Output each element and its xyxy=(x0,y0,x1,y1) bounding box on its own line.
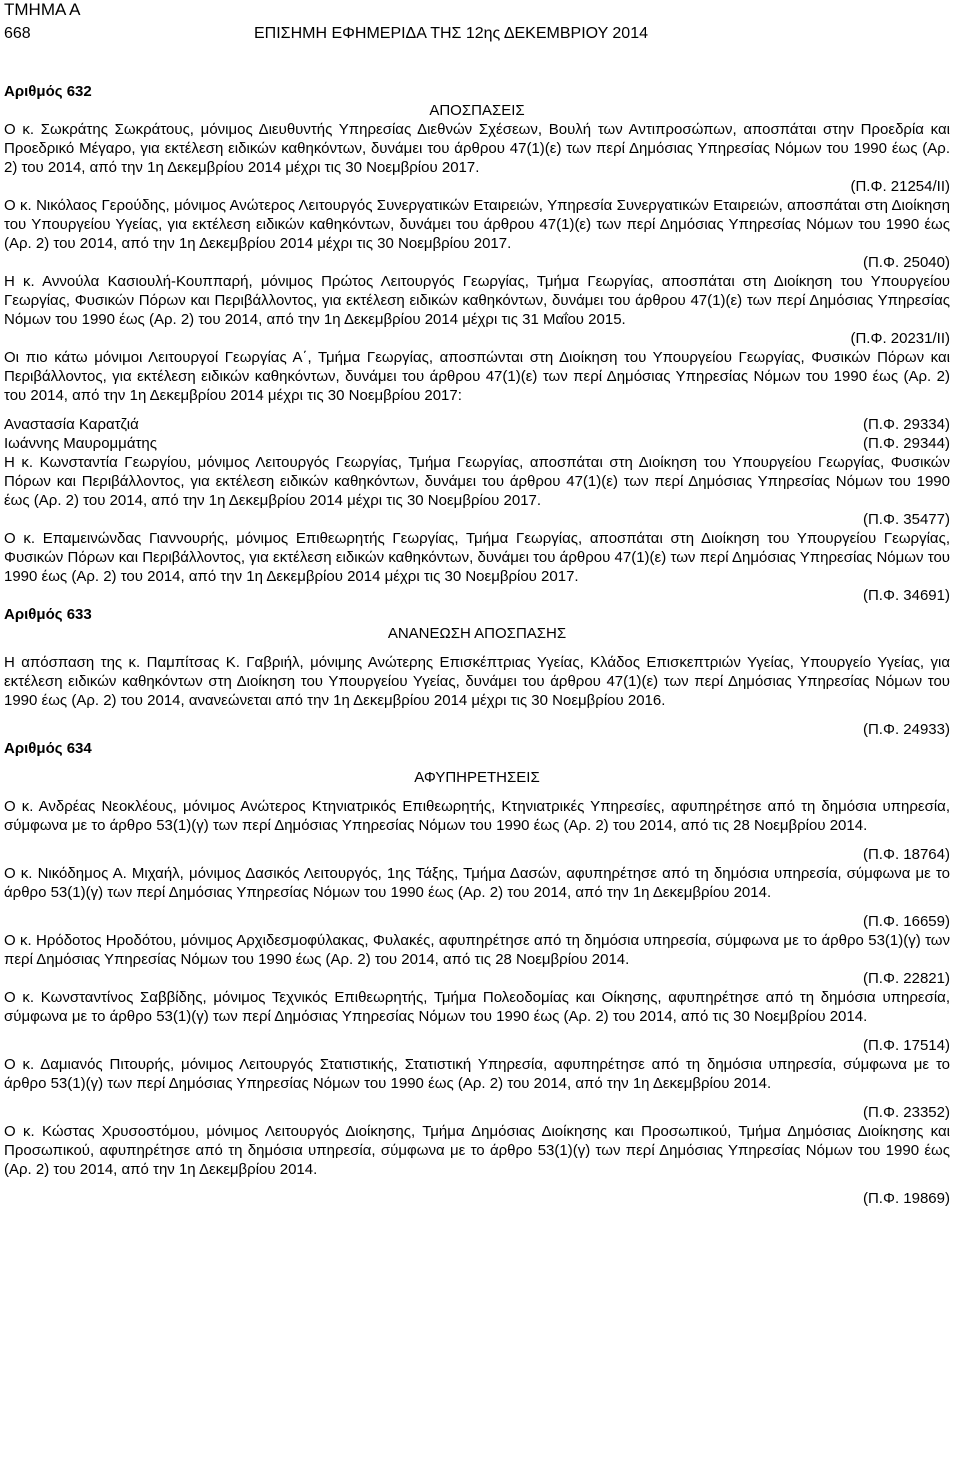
gazette-title: ΕΠΙΣΗΜΗ ΕΦΗΜΕΡΙΔΑ ΤΗΣ 12ης ΔΕΚΕΜΒΡΙΟΥ 2014 xyxy=(254,25,648,42)
name-row xyxy=(4,415,950,434)
file-reference: (Π.Φ. 16659) xyxy=(862,913,950,930)
person-name: Ιωάννης Μαυρομμάτης xyxy=(4,435,157,452)
paragraph: Ο κ. Δαμιανός Πιτουρής, μόνιμος Λειτουργός Στατιστικής, Στατιστική Υπηρεσία, αφυπηρέτησε από τη δημόσια υπηρεσία, σύμφωνα με το άρθρο 53(1)(γ) των περί Δημόσιας Υπηρεσίας Νόμων του 1990 έως (Αρ. 2) του 2014, από την 1η Δεκεμβρίου 2014. xyxy=(4,1056,950,1092)
paragraph: Ο κ. Ηρόδοτος Ηροδότου, μόνιμος Αρχιδεσμοφύλακας, Φυλακές, αφυπηρέτησε από τη δημόσια υπηρεσία, σύμφωνα με το άρθρο 53(1)(γ) των περί Δημόσιας Υπηρεσίας Νόμων του 1990 έως (Αρ. 2) του 2014, από τις 28 Νοεμβρίου 2014. xyxy=(4,932,950,968)
paragraph: Ο κ. Κώστας Χρυσοστόμου, μόνιμος Λειτουργός Διοίκησης, Τμήμα Δημόσιας Διοίκησης και Προσωπικού, Τμήμα Δημόσιας Διοίκησης και Προσωπικού, αφυπηρέτησε από τη δημόσια υπηρεσία, σύμφωνα με το άρθρο 53(1)(γ) των περί Δημόσιας Υπηρεσίας Νόμων του 1990 έως (Αρ. 2) του 2014, από την 1η Δεκεμβρίου 2014. xyxy=(4,1123,950,1178)
file-reference: (Π.Φ. 21254/ΙΙ) xyxy=(850,178,950,195)
file-reference: (Π.Φ. 19869) xyxy=(862,1190,950,1207)
paragraph: Η κ. Κωνσταντία Γεωργίου, μόνιμος Λειτουργός Γεωργίας, Τμήμα Γεωργίας, αποσπάται στη Διοίκηση του Υπουργείου Γεωργίας, Φυσικών Πόρων και Περιβάλλοντος, για εκτέλεση ειδικών καθηκόντων, δυνάμει του άρθρου 47(1)(ε) των περί Δημόσιας Υπηρεσίας Νόμων του 1990 έως (Αρ. 2) του 2014, από την 1η Δεκεμβρίου 2014 μέχρι τις 30 Νοεμβρίου 2017. xyxy=(4,454,950,509)
paragraph: Οι πιο κάτω μόνιμοι Λειτουργοί Γεωργίας Α΄, Τμήμα Γεωργίας, αποσπώνται στη Διοίκηση του Υπουργείου Γεωργίας, Φυσικών Πόρων και Περιβάλλοντος, για εκτέλεση ειδικών καθηκόντων, δυνάμει του άρθρου 47(1)(ε) των περί Δημόσιας Υπηρεσίας Νόμων του 1990 έως (Αρ. 2) του 2014, από την 1η Δεκεμβρίου 2014 μέχρι τις 30 Νοεμβρίου 2017: xyxy=(4,349,950,404)
paragraph: Ο κ. Κωνσταντίνος Σαββίδης, μόνιμος Τεχνικός Επιθεωρητής, Τμήμα Πολεοδομίας και Οίκησης, αφυπηρέτησε από τη δημόσια υπηρεσία, σύμφωνα με το άρθρο 53(1)(γ) των περί Δημόσιας Υπηρεσίας Νόμων του 1990 έως (Αρ. 2) του 2014, από τις 30 Νοεμβρίου 2014. xyxy=(4,989,950,1025)
person-name: Αναστασία Καρατζιά xyxy=(4,416,139,433)
name-row xyxy=(4,434,950,453)
file-reference: (Π.Φ. 29344) xyxy=(862,435,950,452)
file-reference: (Π.Φ. 35477) xyxy=(862,511,950,528)
file-reference: (Π.Φ. 18764) xyxy=(862,846,950,863)
page-number: 668 xyxy=(4,25,31,42)
paragraph: Ο κ. Επαμεινώνδας Γιαννουρής, μόνιμος Επιθεωρητής Γεωργίας, Τμήμα Γεωργίας, αποσπάται στη Διοίκηση του Υπουργείου Γεωργίας, Φυσικών Πόρων και Περιβάλλοντος, για εκτέλεση ειδικών καθηκόντων, δυνάμει του άρθρου 47(1)(ε) των περί Δημόσιας Υπηρεσίας Νόμων του 1990 έως (Αρ. 2) του 2014, από την 1η Δεκεμβρίου 2014 μέχρι τις 30 Νοεμβρίου 2017. xyxy=(4,530,950,585)
paragraph: Ο κ. Σωκράτης Σωκράτους, μόνιμος Διευθυντής Υπηρεσίας Διεθνών Σχέσεων, Βουλή των Αντιπροσώπων, αποσπάται στην Προεδρία και Προεδρικό Μέγαρο, για εκτέλεση ειδικών καθηκόντων, δυνάμει του άρθρου 47(1)(ε) των περί Δημόσιας Υπηρεσίας Νόμων του 1990 έως (Αρ. 2) του 2014, από την 1η Δεκεμβρίου 2014 μέχρι τις 30 Νοεμβρίου 2017. xyxy=(4,121,950,176)
section-label: ΤΜΗΜΑ Α xyxy=(4,0,81,19)
file-reference: (Π.Φ. 20231/ΙΙ) xyxy=(850,330,950,347)
decision-number-634: Αριθμός 634 xyxy=(4,740,92,757)
paragraph: Η απόσπαση της κ. Παμπίτσας Κ. Γαβριήλ, μόνιμης Ανώτερης Επισκέπτριας Υγείας, Κλάδος Επισκεπτριών Υγείας, Υπουργείο Υγείας, για εκτέλεση ειδικών καθηκόντων στη Διοίκηση του Υπουργείου Υγείας, δυνάμει του άρθρου 47(1)(ε) των περί Δημόσιας Υπηρεσίας Νόμων του 1990 έως (Αρ. 2) του 2014, ανανεώνεται από την 1η Δεκεμβρίου 2014 μέχρι τις 30 Νοεμβρίου 2016. xyxy=(4,654,950,709)
file-reference: (Π.Φ. 34691) xyxy=(862,587,950,604)
file-reference: (Π.Φ. 17514) xyxy=(862,1037,950,1054)
file-reference: (Π.Φ. 23352) xyxy=(862,1104,950,1121)
decision-number-632: Αριθμός 632 xyxy=(4,83,92,100)
decision-number-633: Αριθμός 633 xyxy=(4,606,92,623)
file-reference: (Π.Φ. 25040) xyxy=(862,254,950,271)
document-body xyxy=(4,82,950,1208)
paragraph: Ο κ. Ανδρέας Νεοκλέους, μόνιμος Ανώτερος Κτηνιατρικός Επιθεωρητής, Κτηνιατρικές Υπηρεσίες, αφυπηρέτησε από τη δημόσια υπηρεσία, σύμφωνα με το άρθρο 53(1)(γ) των περί Δημόσιας Υπηρεσίας Νόμων του 1990 έως (Αρ. 2) του 2014, από τις 28 Νοεμβρίου 2014. xyxy=(4,798,950,834)
heading-632: ΑΠΟΣΠΑΣΕΙΣ xyxy=(429,102,525,119)
file-reference: (Π.Φ. 29334) xyxy=(862,416,950,433)
paragraph: Ο κ. Νικόδημος Α. Μιχαήλ, μόνιμος Δασικός Λειτουργός, 1ης Τάξης, Τμήμα Δασών, αφυπηρέτησε από τη δημόσια υπηρεσία, σύμφωνα με το άρθρο 53(1)(γ) των περί Δημόσιας Υπηρεσίας Νόμων του 1990 έως (Αρ. 2) του 2014, από την 1η Δεκεμβρίου 2014. xyxy=(4,865,950,901)
file-reference: (Π.Φ. 22821) xyxy=(862,970,950,987)
file-reference: (Π.Φ. 24933) xyxy=(862,721,950,738)
paragraph: Ο κ. Νικόλαος Γερούδης, μόνιμος Ανώτερος Λειτουργός Συνεργατικών Εταιρειών, Υπηρεσία Συνεργατικών Εταιρειών, αποσπάται στη Διοίκηση του Υπουργείου Υγείας, για εκτέλεση ειδικών καθηκόντων, δυνάμει του άρθρου 47(1)(ε) των περί Δημόσιας Υπηρεσίας Νόμων του 1990 έως (Αρ. 2) του 2014, από την 1η Δεκεμβρίου 2014 μέχρι τις 30 Νοεμβρίου 2017. xyxy=(4,197,950,252)
paragraph: Η κ. Αννούλα Κασιουλή-Κουππαρή, μόνιμος Πρώτος Λειτουργός Γεωργίας, Τμήμα Γεωργίας, αποσπάται στη Διοίκηση του Υπουργείου Γεωργίας, Φυσικών Πόρων και Περιβάλλοντος, για εκτέλεση ειδικών καθηκόντων, δυνάμει του άρθρου 47(1)(ε) των περί Δημόσιας Υπηρεσίας Νόμων του 1990 έως (Αρ. 2) του 2014, από την 1η Δεκεμβρίου 2014 μέχρι τις 31 Μαΐου 2015. xyxy=(4,273,950,328)
heading-634: ΑΦΥΠΗΡΕΤΗΣΕΙΣ xyxy=(414,769,540,786)
heading-633: ΑΝΑΝΕΩΣΗ ΑΠΟΣΠΑΣΗΣ xyxy=(387,625,567,642)
page-header xyxy=(4,24,944,43)
